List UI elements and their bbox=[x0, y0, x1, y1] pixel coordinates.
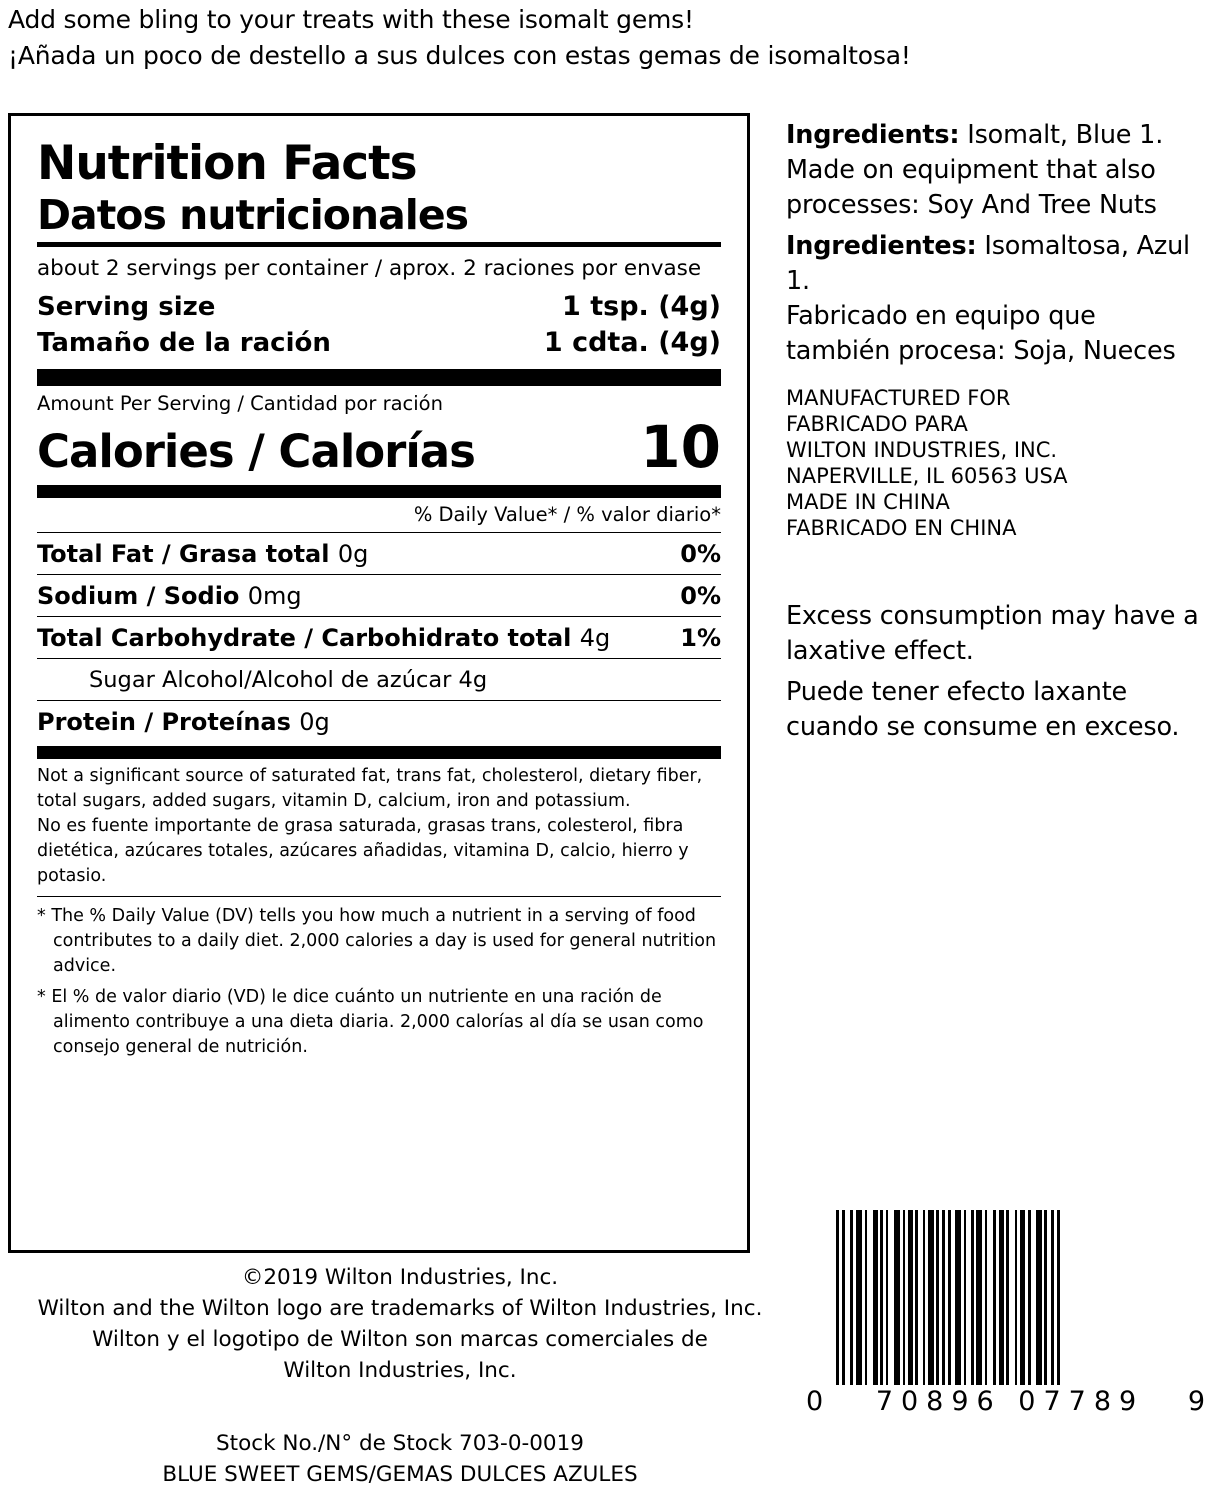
barcode-block bbox=[806, 1210, 1206, 1417]
nutrition-title-es: Datos nutricionales bbox=[37, 191, 469, 239]
barcode-left-digit: 0 bbox=[806, 1386, 825, 1417]
ingredients-label-en: Ingredients: bbox=[786, 120, 960, 150]
nutrient-amount-protein: 0g bbox=[299, 708, 330, 736]
ingredients-label-es: Ingredientes: bbox=[786, 231, 977, 261]
manufacturer-block bbox=[786, 385, 1206, 541]
nutrient-pct-total-carbohydrate: 1% bbox=[680, 624, 721, 652]
tagline-es: ¡Añada un poco de destello a sus dulces con estas gemas de isomaltosa! bbox=[8, 41, 911, 70]
ingredients-en bbox=[786, 118, 1206, 153]
nutrient-amount-total-carbohydrate: 4g bbox=[579, 624, 611, 652]
product-name: BLUE SWEET GEMS/GEMAS DULCES AZULES bbox=[162, 1462, 638, 1487]
nutrient-name-sodium: Sodium / Sodio 0mg bbox=[37, 582, 302, 610]
nutrient-amount-sodium: 0mg bbox=[247, 582, 302, 610]
calories-row bbox=[37, 413, 721, 483]
manufacturer-line-2: FABRICADO PARA bbox=[786, 412, 968, 436]
tagline-en: Add some bling to your treats with these isomalt gems! bbox=[8, 5, 694, 34]
warning-en: Excess consumption may have a laxative effect. bbox=[786, 601, 1199, 666]
manufacturer-line-6: FABRICADO EN CHINA bbox=[786, 516, 1017, 540]
divider-thick-bottom bbox=[37, 746, 721, 759]
divider-thick-top bbox=[37, 369, 721, 386]
manufacturer-line-5: MADE IN CHINA bbox=[786, 490, 950, 514]
stock-block bbox=[0, 1428, 800, 1490]
allergen-es: Fabricado en equipo que también procesa: Soja, Nueces bbox=[786, 301, 1176, 366]
manufacturer-line-4: NAPERVILLE, IL 60563 USA bbox=[786, 464, 1068, 488]
nutrient-row-sodium bbox=[37, 574, 721, 616]
daily-value-explainer-es: * El % de valor diario (VD) le dice cuánto un nutriente en una ración de alimento contribuye a una dieta diaria. 2,000 calorías al día se usan como consejo general de nutrición. bbox=[37, 987, 704, 1057]
allergen-en: Made on equipment that also processes: Soy And Tree Nuts bbox=[786, 155, 1157, 220]
calories-value: 10 bbox=[640, 413, 721, 481]
nutrient-name-total-carbohydrate: Total Carbohydrate / Carbohidrato total 4g bbox=[37, 624, 611, 652]
serving-size-label-es: Tamaño de la ración bbox=[37, 328, 331, 358]
legal-line-3: Wilton y el logotipo de Wilton son marcas comerciales de bbox=[92, 1327, 708, 1352]
serving-size-label-en: Serving size bbox=[37, 292, 216, 322]
barcode-right-digit: 9 bbox=[1187, 1386, 1206, 1417]
nutrient-amount-total-fat: 0g bbox=[337, 540, 369, 568]
daily-value-explainer-en: * The % Daily Value (DV) tells you how much a nutrient in a serving of food contributes to a daily diet. 2,000 calories a day is used for general nutrition advice. bbox=[37, 906, 717, 976]
daily-value-explainer bbox=[37, 896, 721, 1060]
servings-per-container: about 2 servings per container / aprox. 2 raciones por envase bbox=[37, 256, 702, 281]
manufacturer-line-3: WILTON INDUSTRIES, INC. bbox=[786, 438, 1058, 462]
ingredients-text-es: Isomaltosa, Azul 1. bbox=[786, 231, 1190, 296]
serving-size-value-es: 1 cdta. (4g) bbox=[543, 327, 721, 358]
nutrient-row-total-carbohydrate bbox=[37, 616, 721, 658]
nutrient-name-protein: Protein / Proteínas 0g bbox=[37, 708, 330, 736]
warning-es: Puede tener efecto laxante cuando se consume en exceso. bbox=[786, 677, 1180, 742]
footnote-es: No es fuente importante de grasa saturada, grasas trans, colesterol, fibra dietética, azúcares totales, azúcares añadidas, vitamina D, calcio, hierro y potasio. bbox=[37, 816, 689, 886]
barcode-numbers bbox=[806, 1387, 1206, 1417]
barcode-middle-digits: 70896 07789 bbox=[875, 1386, 1145, 1417]
divider-thick-calories bbox=[37, 485, 721, 498]
nutrient-pct-sodium: 0% bbox=[680, 582, 721, 610]
nutrition-title-en: Nutrition Facts bbox=[37, 136, 417, 191]
footnote-en: Not a significant source of saturated fat, trans fat, cholesterol, dietary fiber, total sugars, added sugars, vitamin D, calcium, iron and potassium. bbox=[37, 766, 703, 811]
right-column bbox=[786, 118, 1206, 745]
tagline bbox=[8, 2, 1108, 74]
serving-size-row-en bbox=[37, 289, 721, 325]
nutrient-pct-total-fat: 0% bbox=[680, 540, 721, 568]
legal-line-2: Wilton and the Wilton logo are trademarks of Wilton Industries, Inc. bbox=[37, 1296, 763, 1321]
warning-block bbox=[786, 599, 1206, 745]
serving-size-row-es bbox=[37, 325, 721, 361]
nutrient-row-sugar-alcohol bbox=[37, 658, 721, 700]
legal-line-1: ©2019 Wilton Industries, Inc. bbox=[241, 1265, 559, 1290]
serving-size-value-en: 1 tsp. (4g) bbox=[562, 291, 721, 322]
stock-number: Stock No./N° de Stock 703-0-0019 bbox=[216, 1431, 584, 1456]
barcode-bars bbox=[836, 1210, 1206, 1385]
amount-per-serving-label: Amount Per Serving / Cantidad por ración bbox=[37, 392, 443, 415]
legal-block bbox=[0, 1262, 800, 1386]
footnote-block bbox=[37, 759, 721, 889]
nutrient-name-total-fat: Total Fat / Grasa total 0g bbox=[37, 540, 369, 568]
legal-line-4: Wilton Industries, Inc. bbox=[283, 1358, 517, 1383]
nutrition-facts-panel bbox=[8, 113, 750, 1253]
daily-value-header: % Daily Value* / % valor diario* bbox=[413, 503, 721, 526]
manufacturer-line-1: MANUFACTURED FOR bbox=[786, 386, 1011, 410]
ingredients-es bbox=[786, 229, 1206, 299]
ingredients-text-en: Isomalt, Blue 1. bbox=[959, 120, 1164, 150]
calories-label: Calories / Calorías bbox=[37, 425, 475, 478]
nutrient-row-total-fat bbox=[37, 532, 721, 574]
nutrient-row-protein bbox=[37, 700, 721, 742]
nutrient-name-sugar-alcohol: Sugar Alcohol/Alcohol de azúcar 4g bbox=[89, 667, 488, 693]
